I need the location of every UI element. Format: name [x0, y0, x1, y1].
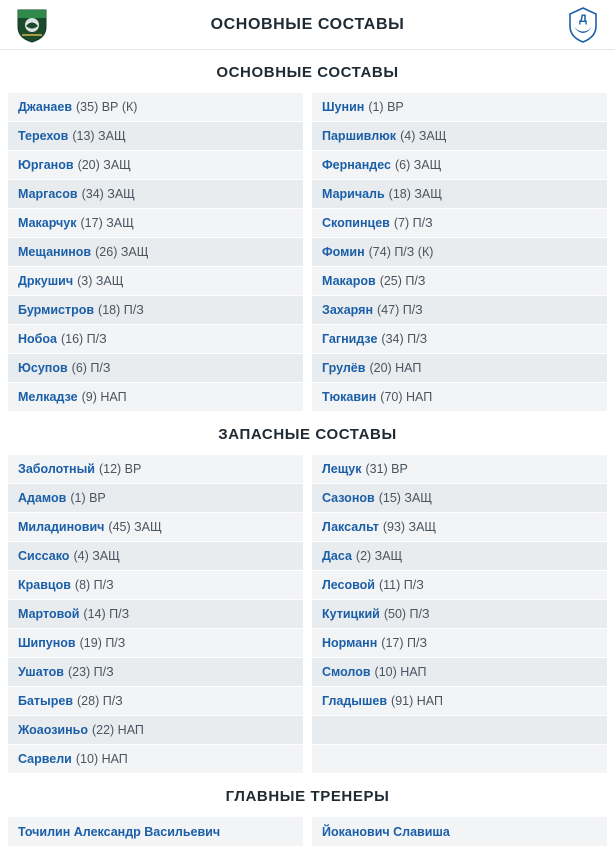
player-name: Паршивлюк [322, 129, 397, 143]
list-item[interactable] [312, 151, 607, 180]
list-item[interactable] [8, 658, 303, 687]
akhmat-crest-icon [12, 5, 52, 45]
player-name: Юсупов [18, 361, 68, 375]
list-item[interactable] [8, 325, 303, 354]
list-item[interactable] [8, 354, 303, 383]
player-name: Лещук [322, 462, 362, 476]
player-name: Нобоа [18, 332, 57, 346]
player-name: Адамов [18, 491, 67, 505]
player-meta: (34) П/З [381, 332, 428, 346]
player-meta: (34) ЗАЩ [81, 187, 135, 201]
player-meta: (17) П/З [381, 636, 427, 650]
player-name: Мещанинов [18, 245, 92, 259]
player-name: Лесовой [322, 578, 375, 592]
player-name: Терехов [18, 129, 69, 143]
list-item[interactable] [312, 180, 607, 209]
coach-name: Точилин Александр Васильевич [18, 824, 221, 839]
section-title-coaches: ГЛАВНЫЕ ТРЕНЕРЫ [0, 774, 615, 817]
player-name: Захарян [322, 303, 374, 317]
list-item[interactable] [8, 571, 303, 600]
list-item[interactable] [312, 600, 607, 629]
coach-name: Йоканович Славиша [322, 824, 450, 839]
player-meta: (4) ЗАЩ [73, 549, 120, 563]
player-name: Гагнидзе [322, 332, 378, 346]
list-item[interactable] [8, 267, 303, 296]
player-name: Дркушич [18, 274, 74, 288]
subs-lineups [0, 455, 615, 774]
player-name: Мартовой [18, 607, 80, 621]
player-meta: (8) П/З [74, 578, 114, 592]
list-item[interactable] [8, 716, 303, 745]
player-meta: (7) П/З [393, 216, 433, 230]
player-name: Шунин [322, 100, 365, 114]
player-meta: (45) ЗАЩ [108, 520, 162, 534]
player-meta: (11) П/З [379, 578, 424, 592]
player-meta: (3) ЗАЩ [77, 274, 124, 288]
player-name: Сазонов [322, 491, 375, 505]
player-name: Ушатов [18, 665, 64, 679]
list-item[interactable] [8, 542, 303, 571]
player-meta: (14) П/З [83, 607, 130, 621]
player-meta: (93) ЗАЩ [382, 520, 437, 534]
player-name: Кутицкий [322, 607, 380, 621]
page-header [0, 0, 615, 50]
list-item[interactable] [312, 383, 607, 412]
section-title-subs: ЗАПАСНЫЕ СОСТАВЫ [0, 412, 615, 455]
list-item[interactable] [312, 296, 607, 325]
player-name: Тюкавин [322, 390, 377, 404]
player-name: Кравцов [18, 578, 71, 592]
coach-home[interactable] [8, 817, 303, 846]
player-meta: (17) ЗАЩ [80, 216, 134, 230]
list-item[interactable] [312, 629, 607, 658]
list-item[interactable] [8, 600, 303, 629]
list-item[interactable] [8, 122, 303, 151]
player-meta: (70) НАП [380, 390, 433, 404]
list-item[interactable] [8, 687, 303, 716]
list-item[interactable] [8, 455, 303, 484]
player-name: Юрганов [18, 158, 74, 172]
list-item[interactable] [8, 296, 303, 325]
player-name: Фернандес [322, 158, 391, 172]
player-meta: (13) ЗАЩ [72, 129, 126, 143]
player-meta: (4) ЗАЩ [400, 129, 447, 143]
player-name: Сарвели [18, 752, 72, 766]
page-title: ОСНОВНЫЕ СОСТАВЫ [210, 15, 405, 33]
list-item[interactable] [312, 209, 607, 238]
player-meta: (19) П/З [79, 636, 126, 650]
player-name: Гладышев [322, 694, 388, 708]
player-meta: (20) НАП [369, 361, 422, 375]
player-meta: (22) НАП [91, 723, 144, 737]
player-name: Сиссако [18, 549, 70, 563]
player-name: Шипунов [18, 636, 76, 650]
list-item[interactable] [312, 542, 607, 571]
player-meta: (47) П/З [377, 303, 423, 317]
player-name: Макаров [322, 274, 376, 288]
list-item[interactable] [8, 484, 303, 513]
player-meta: (50) П/З [383, 607, 430, 621]
list-item[interactable] [8, 513, 303, 542]
list-item[interactable] [8, 745, 303, 774]
starters-away-column [312, 93, 607, 412]
player-meta: (16) П/З [60, 332, 107, 346]
player-meta: (20) ЗАЩ [77, 158, 131, 172]
player-meta: (91) НАП [391, 694, 443, 708]
player-name: Даса [322, 549, 352, 563]
player-meta: (25) П/З [379, 274, 426, 288]
subs-away-column [312, 455, 607, 774]
player-name: Лаксальт [322, 520, 379, 534]
list-item[interactable] [8, 383, 303, 412]
list-item-empty [312, 745, 607, 774]
player-name: Фомин [322, 245, 365, 259]
player-meta: (31) ВР [365, 462, 408, 476]
list-item[interactable] [312, 658, 607, 687]
player-name: Маргасов [18, 187, 78, 201]
list-item[interactable] [8, 151, 303, 180]
player-meta: (6) П/З [71, 361, 111, 375]
list-item[interactable] [8, 93, 303, 122]
list-item[interactable] [312, 325, 607, 354]
player-meta: (18) П/З [98, 303, 144, 317]
section-title-starters: ОСНОВНЫЕ СОСТАВЫ [0, 50, 615, 93]
player-name: Мелкадзе [18, 390, 78, 404]
player-meta: (2) ЗАЩ [355, 549, 403, 563]
player-name: Жоаозиньо [18, 723, 88, 737]
list-item[interactable] [8, 209, 303, 238]
list-item-empty [312, 716, 607, 745]
player-name: Миладинович [18, 520, 105, 534]
player-meta: (15) ЗАЩ [378, 491, 433, 505]
player-meta: (28) П/З [77, 694, 123, 708]
player-name: Макарчук [18, 216, 77, 230]
list-item[interactable] [312, 484, 607, 513]
list-item[interactable] [8, 180, 303, 209]
player-meta: (10) НАП [75, 752, 128, 766]
list-item[interactable] [312, 571, 607, 600]
player-name: Грулёв [322, 361, 366, 375]
player-meta: (6) ЗАЩ [394, 158, 442, 172]
player-name: Смолов [322, 665, 371, 679]
list-item[interactable] [8, 629, 303, 658]
player-meta: (1) ВР [70, 491, 106, 505]
player-meta: (12) ВР [98, 462, 142, 476]
player-name: Батырев [18, 694, 74, 708]
starters-lineups [0, 93, 615, 412]
player-meta: (10) НАП [374, 665, 427, 679]
subs-home-column [8, 455, 303, 774]
list-item[interactable] [312, 687, 607, 716]
list-item[interactable] [312, 122, 607, 151]
list-item[interactable] [312, 354, 607, 383]
player-meta: (26) ЗАЩ [95, 245, 149, 259]
player-name: Джанаев [18, 100, 73, 114]
svg-text:Д: Д [579, 12, 587, 25]
list-item[interactable] [312, 455, 607, 484]
player-meta: (74) П/З (К) [368, 245, 434, 259]
list-item[interactable] [312, 238, 607, 267]
player-name: Бурмистров [18, 303, 95, 317]
player-name: Норманн [322, 636, 378, 650]
list-item[interactable] [8, 238, 303, 267]
player-meta: (18) ЗАЩ [388, 187, 442, 201]
list-item[interactable] [312, 93, 607, 122]
dynamo-crest-icon [563, 5, 603, 45]
player-meta: (35) ВР (К) [76, 100, 138, 114]
starters-home-column [8, 93, 303, 412]
player-meta: (9) НАП [81, 390, 127, 404]
coach-away[interactable] [312, 817, 607, 846]
player-name: Заболотный [18, 462, 95, 476]
player-name: Скопинцев [322, 216, 390, 230]
coaches-row [0, 817, 615, 846]
list-item[interactable] [312, 267, 607, 296]
player-name: Маричаль [322, 187, 385, 201]
player-meta: (1) ВР [368, 100, 404, 114]
player-meta: (23) П/З [67, 665, 114, 679]
list-item[interactable] [312, 513, 607, 542]
